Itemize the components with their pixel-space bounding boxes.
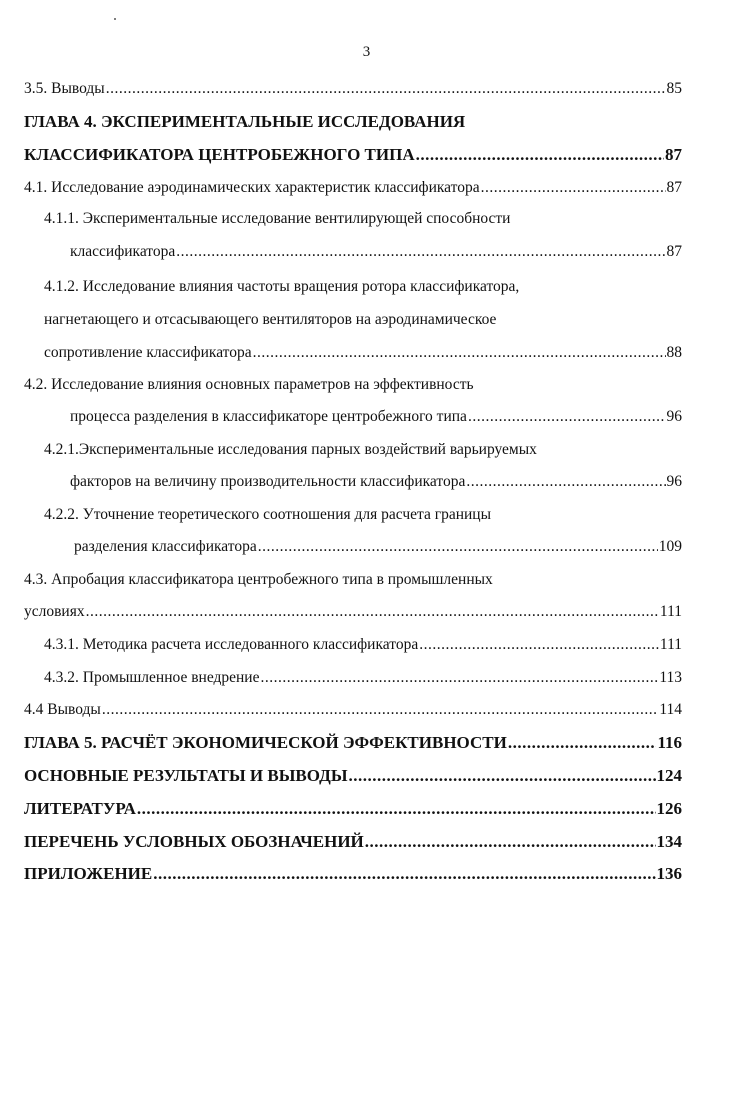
toc-entry-text: 4.3.2. Промышленное внедрение xyxy=(44,669,260,686)
toc-leader-dots xyxy=(258,537,658,557)
toc-entry-page: 124 xyxy=(656,766,682,785)
toc-entry-4-1 xyxy=(24,178,682,198)
toc-entry-page: 116 xyxy=(657,733,682,752)
toc-entry-text: условиях xyxy=(24,603,85,620)
toc-entry-text: ОСНОВНЫЕ РЕЗУЛЬТАТЫ И ВЫВОДЫ xyxy=(24,766,348,785)
toc-leader-dots xyxy=(508,733,657,753)
toc-entry-4-1-2-line1: 4.1.2. Исследование влияния частоты вращения ротора классификатора, xyxy=(44,278,520,295)
toc-entry-4-2-1-line1: 4.2.1.Экспериментальные исследования парных воздействий варьируемых xyxy=(44,441,537,458)
toc-entry-4-2-1 xyxy=(70,472,682,492)
toc-chapter-4-title: ГЛАВА 4. ЭКСПЕРИМЕНТАЛЬНЫЕ ИССЛЕДОВАНИЯ xyxy=(24,112,466,131)
toc-entry-4-2-line1: 4.2. Исследование влияния основных параметров на эффективность xyxy=(24,376,474,393)
toc-entry-4-3 xyxy=(24,602,682,622)
page-number: 3 xyxy=(362,44,371,60)
toc-entry-page: 85 xyxy=(666,80,682,97)
toc-leader-dots xyxy=(481,178,666,198)
toc-entry-page: 126 xyxy=(656,799,682,818)
toc-entry-text: 4.3.1. Методика расчета исследованного классификатора xyxy=(44,636,419,653)
toc-entry-4-2 xyxy=(70,407,682,427)
toc-entry-page: 87 xyxy=(666,243,682,260)
toc-entry-text: ЛИТЕРАТУРА xyxy=(24,799,136,818)
toc-entry-page: 136 xyxy=(656,864,682,883)
toc-entry-text: ПЕРЕЧЕНЬ УСЛОВНЫХ ОБОЗНАЧЕНИЙ xyxy=(24,832,364,851)
toc-entry-page: 87 xyxy=(665,145,682,164)
toc-leader-dots xyxy=(260,668,658,688)
toc-entry-page: 88 xyxy=(666,344,682,361)
toc-entry-4-1-1 xyxy=(70,242,682,262)
toc-leader-dots xyxy=(86,602,659,622)
toc-entry-text: КЛАССИФИКАТОРА ЦЕНТРОБЕЖНОГО ТИПА xyxy=(24,145,415,164)
toc-leader-dots xyxy=(253,343,666,363)
toc-entry-text: 4.1. Исследование аэродинамических характеристик классификатора xyxy=(24,179,480,196)
toc-entry-page: 109 xyxy=(658,538,682,555)
toc-entry-page: 113 xyxy=(659,669,682,686)
toc-leader-dots xyxy=(365,832,656,852)
toc-entry-4-1-2 xyxy=(44,343,682,363)
toc-entry-text: процесса разделения в классификаторе центробежного типа xyxy=(70,408,467,425)
toc-entry-text: 4.4 Выводы xyxy=(24,701,101,718)
toc-results xyxy=(24,766,682,786)
toc-entry-text: сопротивление классификатора xyxy=(44,344,252,361)
toc-entry-text: ПРИЛОЖЕНИЕ xyxy=(24,864,153,883)
toc-entry-4-2-2-line1: 4.2.2. Уточнение теоретического соотношения для расчета границы xyxy=(44,506,491,523)
toc-entry-4-3-2 xyxy=(44,668,682,688)
toc-entry-page: 111 xyxy=(659,636,682,653)
toc-entry-4-4 xyxy=(24,700,682,720)
toc-appendix xyxy=(24,864,682,884)
toc-entry-4-1-2-line2: нагнетающего и отсасывающего вентиляторов на аэродинамическое xyxy=(44,311,497,328)
toc-entry-text: классификатора xyxy=(70,243,176,260)
toc-leader-dots xyxy=(349,766,656,786)
toc-leader-dots xyxy=(468,407,666,427)
toc-leader-dots xyxy=(137,799,656,819)
toc-entry-page: 87 xyxy=(666,179,682,196)
toc-entry-4-1-1-line1: 4.1.1. Экспериментальные исследование вентилирующей способности xyxy=(44,210,511,227)
toc-entry-page: 134 xyxy=(656,832,682,851)
toc-entry-text: факторов на величину производительности классификатора xyxy=(70,473,466,490)
toc-entry-page: 114 xyxy=(659,701,682,718)
toc-entry-text: 3.5. Выводы xyxy=(24,80,105,97)
scan-speck xyxy=(114,18,116,20)
toc-leader-dots xyxy=(176,242,665,262)
toc-leader-dots xyxy=(153,864,655,884)
toc-chapter-4-title-cont xyxy=(24,145,682,165)
toc-entry-3-5 xyxy=(24,79,682,99)
toc-symbols xyxy=(24,832,682,852)
toc-leader-dots xyxy=(102,700,658,720)
toc-leader-dots xyxy=(416,145,664,165)
toc-leader-dots xyxy=(466,472,665,492)
toc-leader-dots xyxy=(106,79,666,99)
toc-entry-page: 111 xyxy=(659,603,682,620)
toc-entry-4-3-1 xyxy=(44,635,682,655)
toc-entry-4-2-2 xyxy=(74,537,682,557)
toc-entry-page: 96 xyxy=(666,473,682,490)
toc-chapter-5 xyxy=(24,733,682,753)
toc-literature xyxy=(24,799,682,819)
toc-entry-4-3-line1: 4.3. Апробация классификатора центробежного типа в промышленных xyxy=(24,571,493,588)
toc-entry-text: разделения классификатора xyxy=(74,538,257,555)
toc-entry-text: ГЛАВА 5. РАСЧЁТ ЭКОНОМИЧЕСКОЙ ЭФФЕКТИВНОСТИ xyxy=(24,733,507,752)
toc-leader-dots xyxy=(419,635,659,655)
toc-entry-page: 96 xyxy=(666,408,682,425)
